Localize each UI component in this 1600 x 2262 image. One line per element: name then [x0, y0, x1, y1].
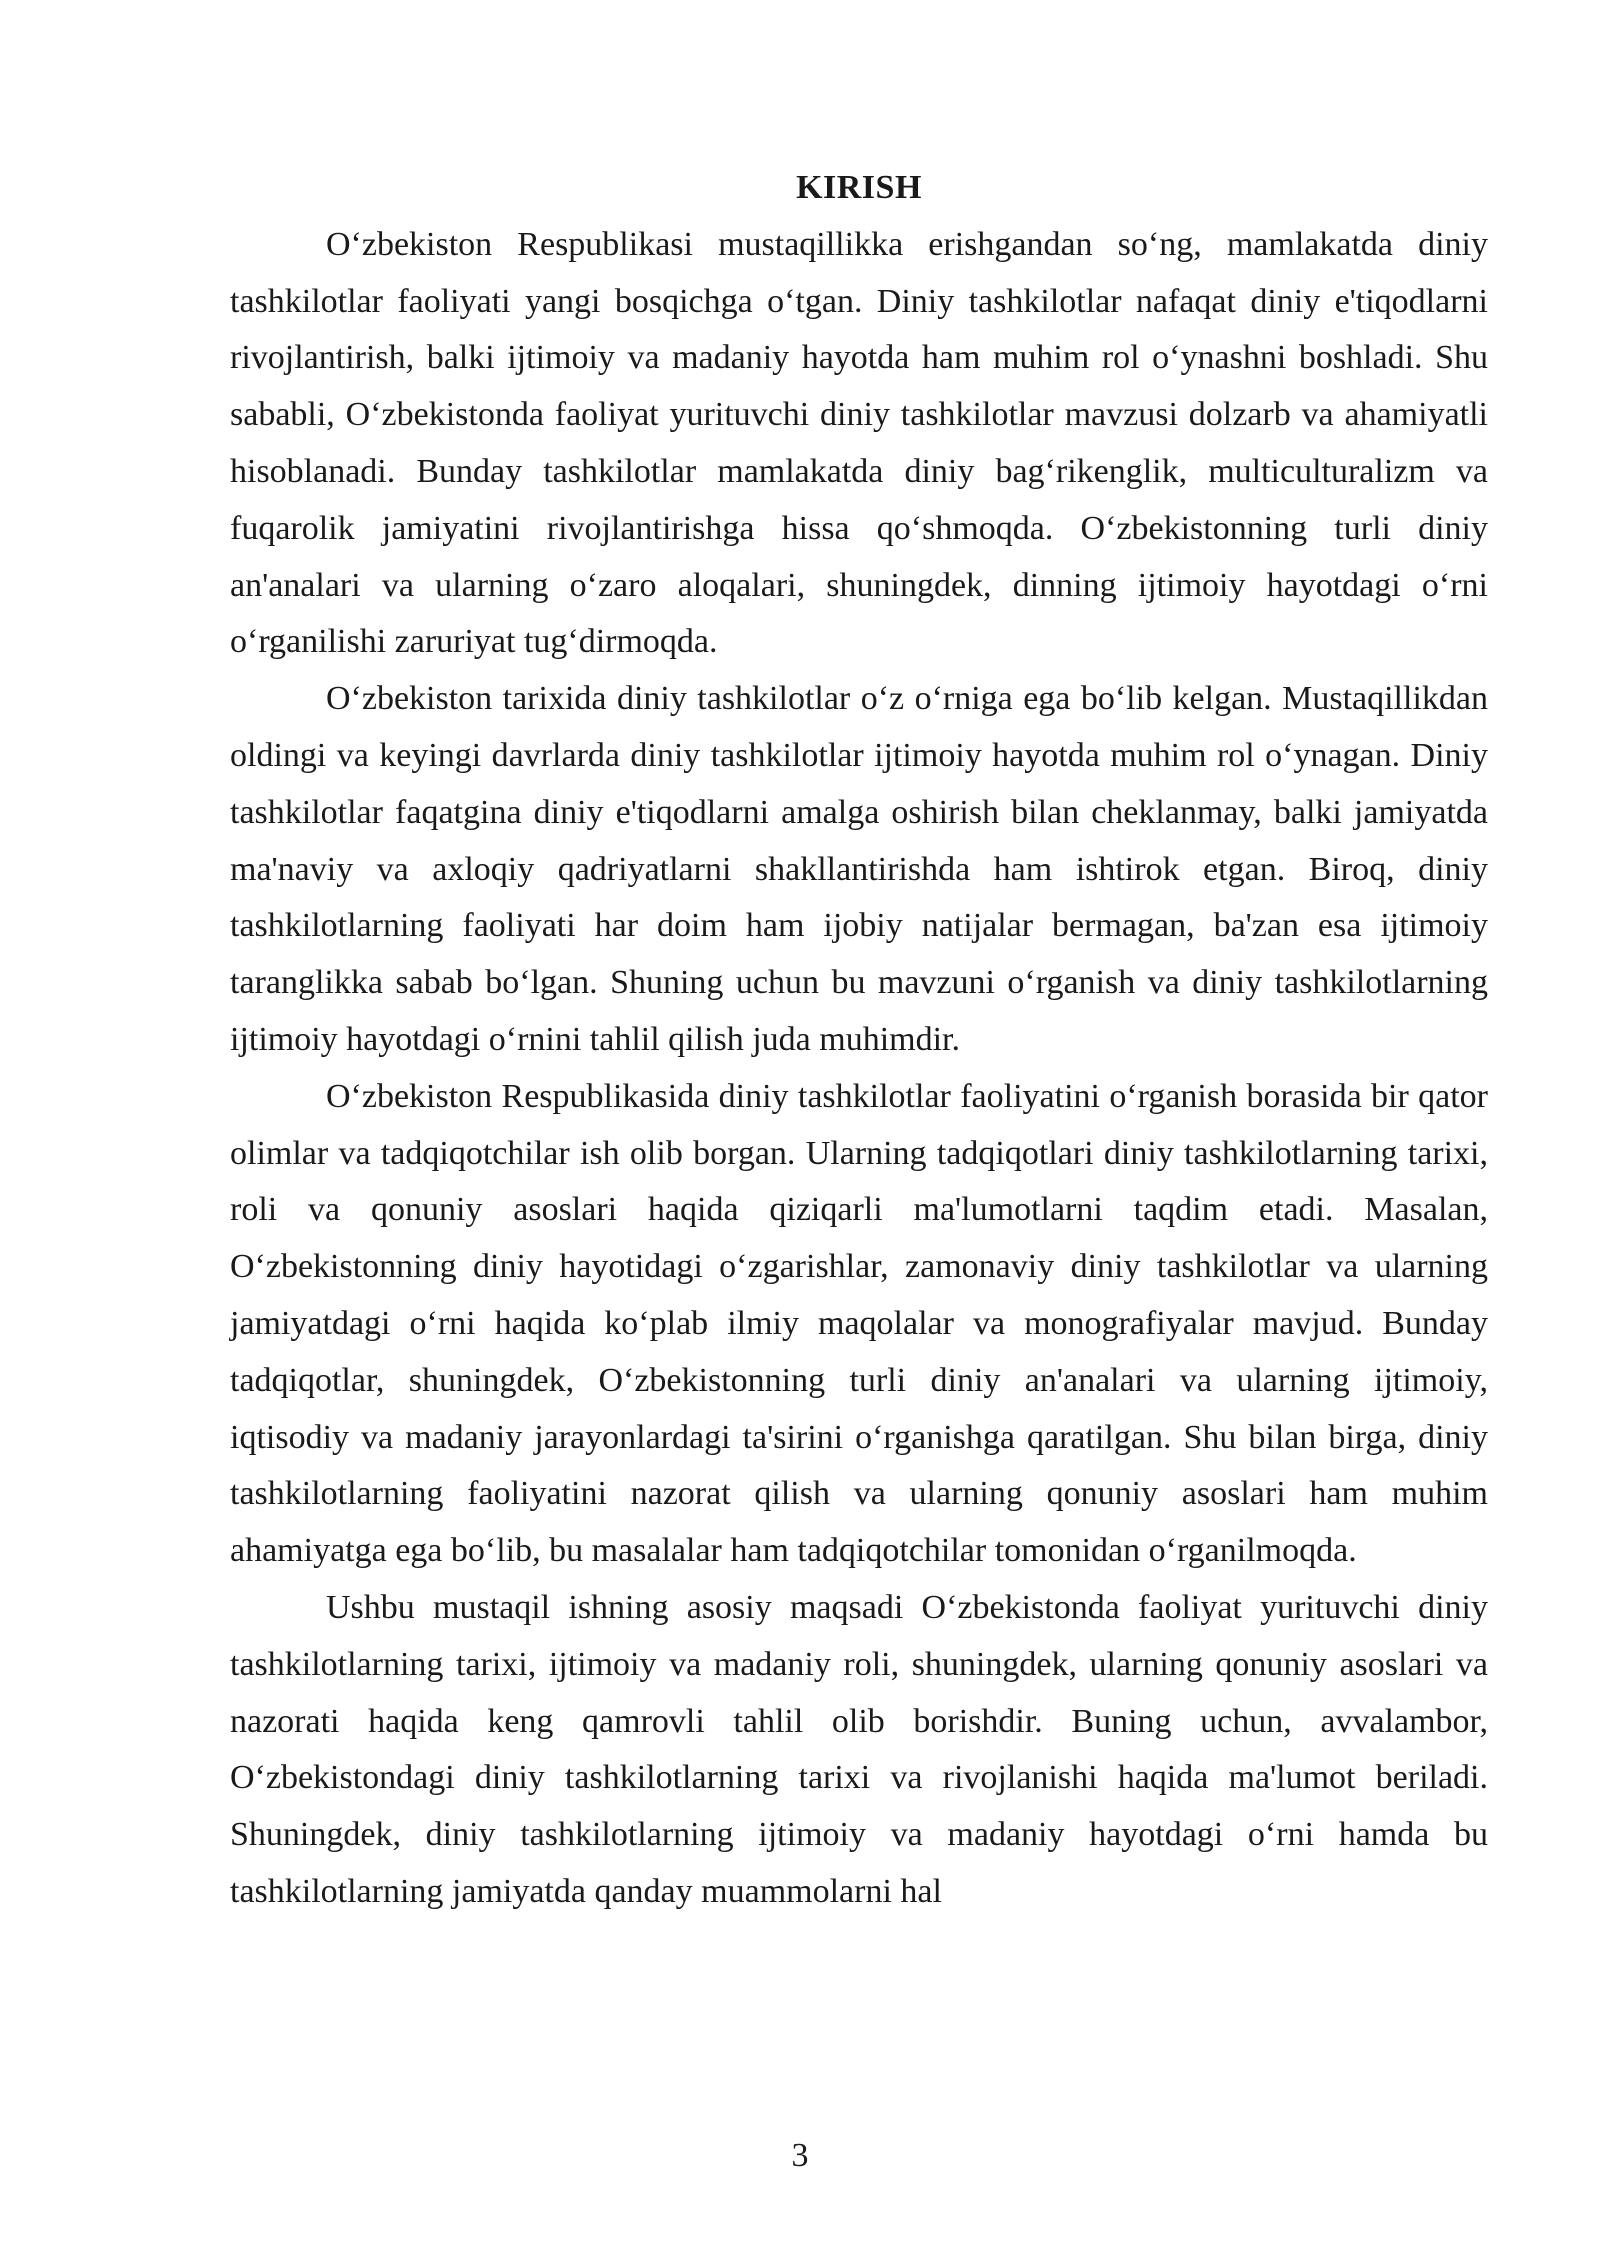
page-number: 3	[791, 2137, 809, 2174]
paragraph-2: O‘zbekiston tarixida diniy tashkilotlar o‘z o‘rniga ega bo‘lib kelgan. Mustaqillikdan oldingi va keyingi davrlarda diniy tashkilotlar ijtimoiy hayotda muhim rol o‘ynagan. Diniy tashkilotlar faqatgina diniy e'tiqodlarni amalga oshirish bilan cheklanmay, balki jamiyatda ma'naviy va axloqiy qadriyatlarni shakllantirishda ham ishtirok etgan. Biroq, diniy tashkilotlarning faoliyati har doim ham ijobiy natijalar bermagan, ba'zan esa ijtimoiy taranglikka sabab bo‘lgan. Shuning uchun bu mavzuni o‘rganish va diniy tashkilotlarning ijtimoiy hayotdagi o‘rnini tahlil qilish juda muhimdir.	[230, 680, 1488, 1058]
paragraph-3: O‘zbekiston Respublikasida diniy tashkilotlar faoliyatini o‘rganish borasida bir qator olimlar va tadqiqotchilar ish olib borgan. Ularning tadqiqotlari diniy tashkilotlarning tarixi, roli va qonuniy asoslari haqida qiziqarli ma'lumotlarni taqdim etadi. Masalan, O‘zbekistonning diniy hayotidagi o‘zgarishlar, zamonaviy diniy tashkilotlar va ularning jamiyatdagi o‘rni haqida ko‘plab ilmiy maqolalar va monografiyalar mavjud. Bunday tadqiqotlar, shuningdek, O‘zbekistonning turli diniy an'analari va ularning ijtimoiy, iqtisodiy va madaniy jarayonlardagi ta'sirini o‘rganishga qaratilgan. Shu bilan birga, diniy tashkilotlarning faoliyatini nazorat qilish va ularning qonuniy asoslari ham muhim ahamiyatga ega bo‘lib, bu masalalar ham tadqiqotchilar tomonidan o‘rganilmoqda.	[230, 1077, 1488, 1570]
paragraph-4: Ushbu mustaqil ishning asosiy maqsadi O‘zbekistonda faoliyat yurituvchi diniy tashkilotlarning tarixi, ijtimoiy va madaniy roli, shuningdek, ularning qonuniy asoslari va nazorati haqida keng qamrovli tahlil olib borishdir. Buning uchun, avvalambor, O‘zbekistondagi diniy tashkilotlarning tarixi va rivojlanishi haqida ma'lumot beriladi. Shuningdek, diniy tashkilotlarning ijtimoiy va madaniy hayotdagi o‘rni hamda bu tashkilotlarning jamiyatda qanday muammolarni hal	[230, 1588, 1488, 1910]
page-content	[230, 160, 1488, 1921]
section-title: KIRISH	[796, 169, 922, 206]
paragraph-1: O‘zbekiston Respublikasi mustaqillikka erishgandan so‘ng, mamlakatda diniy tashkilotlar faoliyati yangi bosqichga o‘tgan. Diniy tashkilotlar nafaqat diniy e'tiqodlarni rivojlantirish, balki ijtimoiy va madaniy hayotda ham muhim rol o‘ynashni boshladi. Shu sababli, O‘zbekistonda faoliyat yurituvchi diniy tashkilotlar mavzusi dolzarb va ahamiyatli hisoblanadi. Bunday tashkilotlar mamlakatda diniy bag‘rikenglik, multiculturalizm va fuqarolik jamiyatini rivojlantirishga hissa qo‘shmoqda. O‘zbekistonning turli diniy an'analari va ularning o‘zaro aloqalari, shuningdek, dinning ijtimoiy hayotdagi o‘rni o‘rganilishi zaruriyat tug‘dirmoqda.	[230, 225, 1488, 661]
